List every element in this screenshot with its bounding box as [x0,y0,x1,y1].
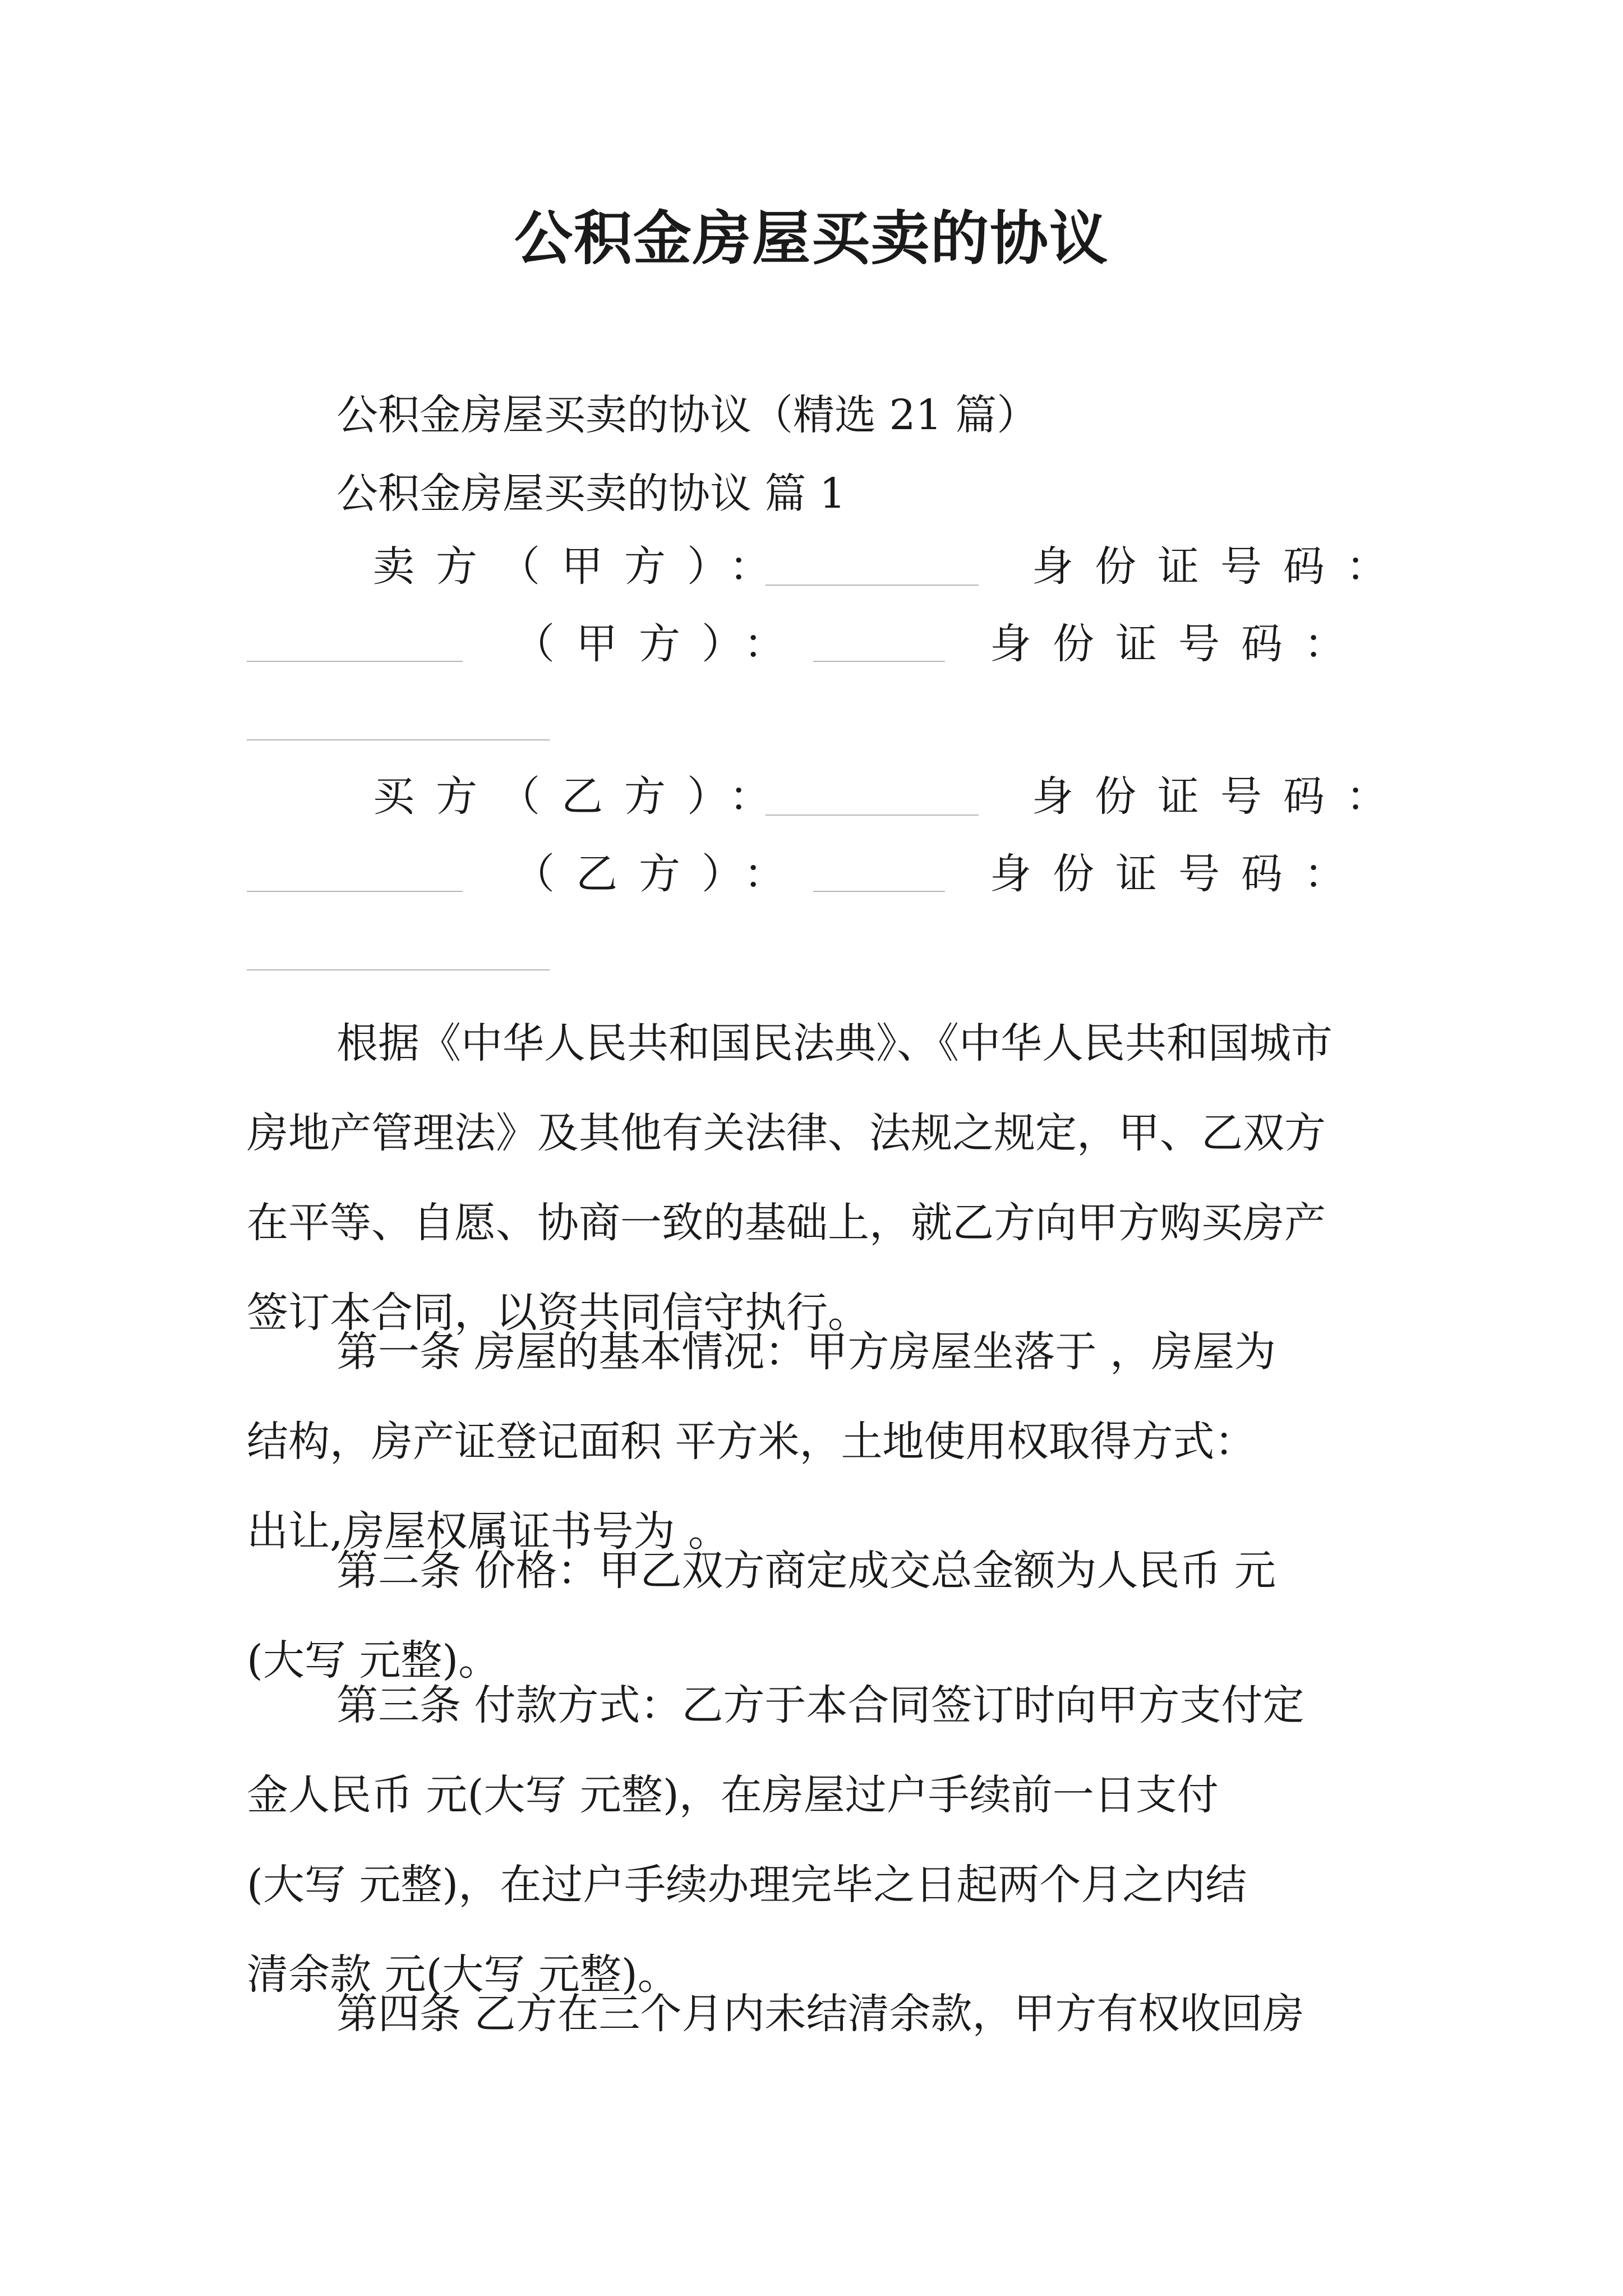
intro-line: 在平等、自愿、协商一致的基础上，就乙方向甲方购买房产 [247,1199,1326,1247]
seller-agent-id-label: 身份证号码： [990,620,1367,668]
intro-line: 根据《中华人民共和国民法典》、《中华人民共和国城市 [336,1019,1332,1068]
buyer-row [247,769,1409,825]
article-1-line: 结构，房产证登记面积 平方米，土地使用权取得方式： [247,1418,1256,1466]
document-title: 公积金房屋买卖的协议 [514,204,1109,273]
seller-agent-name-blank[interactable] [813,661,945,662]
seller-id-label: 身份证号码： [1032,542,1409,591]
section-heading: 公积金房屋买卖的协议 篇 1 [336,470,846,518]
seller-agent-id-blank[interactable] [247,739,550,740]
buyer-agent-id-label: 身份证号码： [990,850,1367,898]
buyer-agent-row [247,846,1380,902]
intro-paragraph [247,999,1380,1358]
seller-label: 卖方（甲方）： [373,542,792,591]
seller-row [247,539,1409,595]
buyer-name-blank[interactable] [766,815,979,816]
article-3-line: 第三条 付款方式：乙方于本合同签订时向甲方支付定 [336,1681,1304,1729]
article-2-line: (大写 元整)。 [247,1636,500,1685]
buyer-id-label: 身份证号码： [1032,772,1409,821]
seller-name-blank[interactable] [766,585,979,586]
intro-line: 房地产管理法》及其他有关法律、法规之规定，甲、乙双方 [247,1109,1326,1157]
article-3-line: 清余款 元(大写 元整)。 [247,1950,679,1999]
article-3-line: (大写 元整)，在过户手续办理完毕之日起两个月之内结 [247,1861,1247,1909]
article-1-line: 出让,房屋权属证书号为 。 [247,1507,730,1556]
article-1-line: 第一条 房屋的基本情况：甲方房屋坐落于 ，房屋为 [336,1328,1276,1376]
article-2-line: 第二条 价格：甲乙双方商定成交总金额为人民币 元 [336,1547,1276,1595]
seller-agent-row [247,616,1380,672]
article-3-line: 金人民币 元(大写 元整)，在房屋过户手续前一日支付 [247,1771,1219,1819]
article-4-line: 第四条 乙方在三个月内未结清余款，甲方有权收回房 [336,1990,1304,2038]
article-4 [247,1969,1380,2059]
buyer-label: 买方（乙方）： [373,772,792,821]
intro-line: 签订本合同，以资共同信守执行。 [247,1289,869,1337]
article-3 [247,1660,1380,2019]
seller-agent-label: （甲方）： [513,620,806,668]
buyer-agent-label: （乙方）： [513,850,806,898]
buyer-agent-name-blank[interactable] [813,891,945,892]
buyer-agent-id-blank[interactable] [247,969,550,970]
document-subtitle: 公积金房屋买卖的协议（精选 21 篇） [336,391,1039,439]
